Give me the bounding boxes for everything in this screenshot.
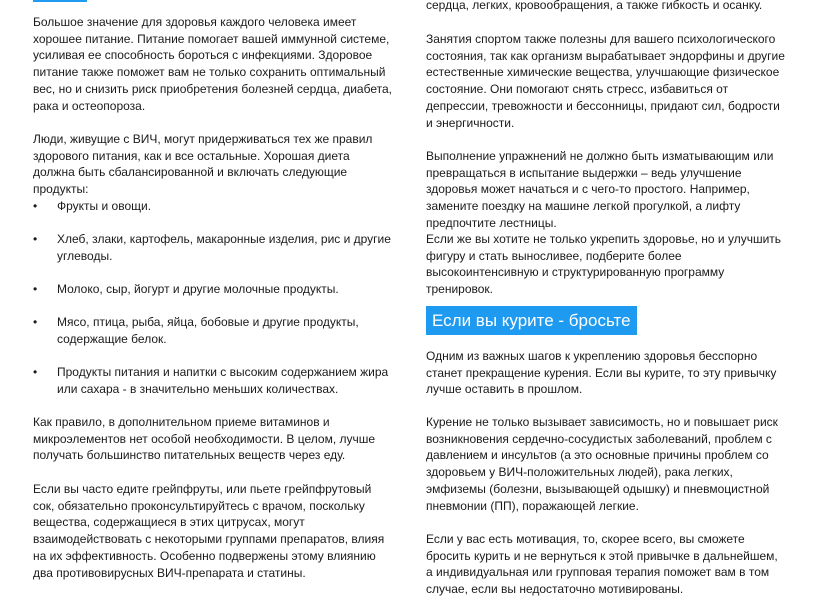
vitamins-paragraph: Как правило, в дополнительном приеме витаминов и микроэлементов нет особой необходимости. В целом, лучше получать большинство питательных веществ через еду. bbox=[33, 415, 376, 463]
exercise-intensive-paragraph: Если же вы хотите не только укрепить здоровье, но и улучшить фигуру и стать выносливее, подберите более высокоинтенсивную и структурированную программу тренировок. bbox=[426, 232, 782, 297]
list-item: • Продукты питания и напитки с высоким содержанием жира или сахара - в значительно меньших количествах. bbox=[33, 364, 393, 397]
hiv-diet-paragraph: Люди, живущие с ВИЧ, могут придерживаться тех же правил здорового питания, как и все остальные. Хорошая диета должна быть сбалансированной и включать следующие продукты: bbox=[33, 132, 373, 197]
quit-smoking-heading: Если вы курите - бросьте bbox=[426, 306, 637, 335]
list-item: • Мясо, птица, рыба, яйца, бобовые и другие продукты, содержащие белок. bbox=[33, 314, 393, 347]
list-item: • Молоко, сыр, йогурт и другие молочные продукты. bbox=[33, 281, 393, 298]
exercise-simple-paragraph: Выполнение упражнений не должно быть изматывающим или превращаться в испытание выдержки – ведь улучшение здоровья может начаться и с чего-то простого. Например, замените поездку на машине легкой прогулкой, а лифту предпочтите лестницы. bbox=[426, 149, 774, 230]
exercise-psychology-paragraph: Занятия спортом также полезны для вашего психологического состояния, так как организм вырабатывает эндорфины и другие естественные химические вещества, улучшающие физическое состояние. Они помогают снять стресс, избавиться от депрессии, тревожности и бессонницы, придают сил, бодрости и энергичности. bbox=[426, 32, 785, 130]
list-item: • Хлеб, злаки, картофель, макаронные изделия, рис и другие углеводы. bbox=[33, 231, 393, 264]
exercise-continued-paragraph: сердца, легких, кровообращения, а также гибкость и осанку. bbox=[426, 0, 763, 12]
list-item: • Фрукты и овощи. bbox=[33, 198, 393, 215]
smoking-risks-paragraph: Курение не только вызывает зависимость, но и повышает риск возникновения сердечно-сосудистых заболеваний, проблем с давлением и инсультов (а это основные причины проблем со здоровьем у ВИЧ-положительных людей), рака легких, эмфиземы (болезни, вызывающей одышку) и пневмоцистной пневмонии (ПП), поражающей легкие. bbox=[426, 415, 778, 513]
section-heading-tab bbox=[33, 0, 87, 2]
motivation-paragraph: Если у вас есть мотивация, то, скорее всего, вы сможете бросить курить и не вернуться к этой привычке в дальнейшем, а индивидуальная или групповая терапия поможет вам в том случае, если вы недостаточно мотивированы. bbox=[426, 532, 778, 597]
nutrition-intro-paragraph: Большое значение для здоровья каждого человека имеет хорошее питание. Питание помогает вашей иммунной системе, усиливая ее способность бороться с инфекциями. Здоровое питание также поможет вам не только сохранить оптимальный вес, но и снизить риск приобретения болезней сердца, диабета, рака и остеопороза. bbox=[33, 15, 392, 113]
quit-smoking-intro-paragraph: Одним из важных шагов к укреплению здоровья бесспорно станет прекращение курения. Если вы курите, то эту привычку лучше оставить в прошлом. bbox=[426, 349, 777, 397]
grapefruit-paragraph: Если вы часто едите грейпфруты, или пьете грейпфрутовый сок, обязательно проконсультируйтесь с врачом, поскольку вещества, содержащиеся в этих цитрусах, могут взаимодействовать с некоторыми группами препаратов, влияя на их эффективность. Особенно подвержены этому влиянию два противовирусных ВИЧ-препарата и статины. bbox=[33, 482, 385, 580]
